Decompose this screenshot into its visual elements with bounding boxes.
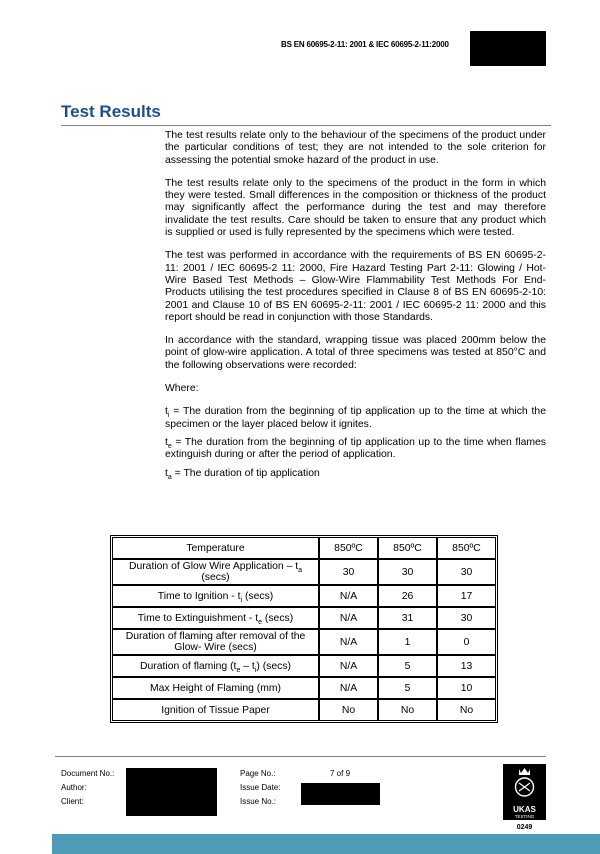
page-no-value: 7 of 9 [330,769,351,778]
table-header-cell: 850ºC [319,537,378,559]
table-cell: 30 [319,559,378,585]
table-cell: 31 [378,607,437,629]
paragraph-procedure: In accordance with the standard, wrapping tissue was placed 200mm below the point of glow-wire application. A total of three specimens was tested at 850°C and the following observations were recorded: [165,335,546,371]
table-cell: N/A [319,629,378,655]
table-cell: No [437,699,496,721]
page-no-label: Page No.: [240,769,276,778]
table-row [112,559,496,585]
issue-date-label: Issue Date: [240,783,281,792]
table-cell: N/A [319,607,378,629]
table-cell: N/A [319,655,378,677]
table-row-label: Time to Ignition - $t_i$ (secs) [112,585,319,607]
ukas-logo [503,764,546,820]
table-cell: 10 [437,677,496,699]
table-row [112,607,496,629]
table-row-label: Max Height of Flaming (mm) [112,677,319,699]
table-cell: 30 [437,607,496,629]
table-row-label: Ignition of Tissue Paper [112,699,319,721]
table-row-label: Duration of flaming $(t_e - t_i)$ (secs) [112,655,319,677]
definition-ta: $t_a$ = The duration of tip application [165,467,320,481]
table-cell: 17 [437,585,496,607]
crown-emblem-icon [503,764,546,800]
table-row-label: Duration of Glow Wire Application – $t_a$ (secs) [112,559,319,585]
footer-band [52,834,600,854]
header-redaction [470,31,546,66]
table-cell: 30 [378,559,437,585]
definition-te: $t_e$ = The duration from the beginning of tip application up to the time when flames extinguish during or after the period of application. [165,436,546,461]
table-header-cell: Temperature [112,537,319,559]
table-cell: 0 [437,629,496,655]
ukas-logo-subtext: TESTING [514,814,535,819]
definition-ti: $t_i$ = The duration from the beginning of tip application up to the time at which the specimen or the layer placed below it ignites. [165,406,546,430]
table-cell: 13 [437,655,496,677]
paragraph-scope: The test results relate only to the behaviour of the specimens of the product under the particular conditions of test; they are not intended to the sole criterion for assessing the potential smoke hazard of the product in use. [165,130,546,166]
paragraph-standard: The test was performed in accordance with the requirements of BS EN 60695-2-11: 2001 / IEC 60695-2 11: 2000, Fire Hazard Testing Part 2-11: Glowing / Hot-Wire Based Test Methods – Glow-Wire Flammability Test Methods For End-Products utilising the test procedures specified in Clause 8 of BS EN 60695-2-10: 2001 and Clause 10 of BS EN 60695-2-11: 2001 / IEC 60695-2 11: 2000 and this report should be read in conjunction with those Standards. [165,250,546,323]
paragraph-where: Where: [165,383,199,395]
table-row [112,677,496,699]
table-row [112,655,496,677]
table-row [112,699,496,721]
document-no-label: Document No.: [61,769,115,778]
table-cell: No [378,699,437,721]
table-cell: 5 [378,655,437,677]
table-header-cell: 850ºC [378,537,437,559]
paragraph-specimens: The test results relate only to the specimens of the product in the form in which they were tested. Small differences in the composition or thickness of the product may significantly affect the performance during the test and may therefore invalidate the test results. Care should be taken to ensure that any product which is supplied or used is fully represented by the specimens which were tested. [165,177,546,239]
footer-divider [55,756,546,757]
client-label: Client: [61,797,84,806]
table-cell: No [319,699,378,721]
ukas-number: 0249 [516,824,533,831]
table-cell: 1 [378,629,437,655]
table-row-label: Time to Extinguishment - $t_e$ (secs) [112,607,319,629]
author-label: Author: [61,783,87,792]
table-cell: N/A [319,677,378,699]
section-title: Test Results [61,102,161,121]
title-divider [61,125,551,126]
header-standard: BS EN 60695-2-11: 2001 & IEC 60695-2-11:2000 [281,40,449,49]
ukas-logo-text: UKAS [513,805,536,814]
table-cell: 5 [378,677,437,699]
table-row [112,585,496,607]
table-header-cell: 850ºC [437,537,496,559]
table-row-label: Duration of flaming after removal of the Glow- Wire (secs) [112,629,319,655]
footer-redaction-right [301,783,380,805]
table-header-row [112,537,496,559]
report-body [165,130,546,486]
results-table [110,535,498,723]
table-cell: 26 [378,585,437,607]
issue-no-label: Issue No.: [240,797,277,806]
table-cell: 30 [437,559,496,585]
table-row [112,629,496,655]
table-cell: N/A [319,585,378,607]
footer-redaction-left [126,768,217,816]
